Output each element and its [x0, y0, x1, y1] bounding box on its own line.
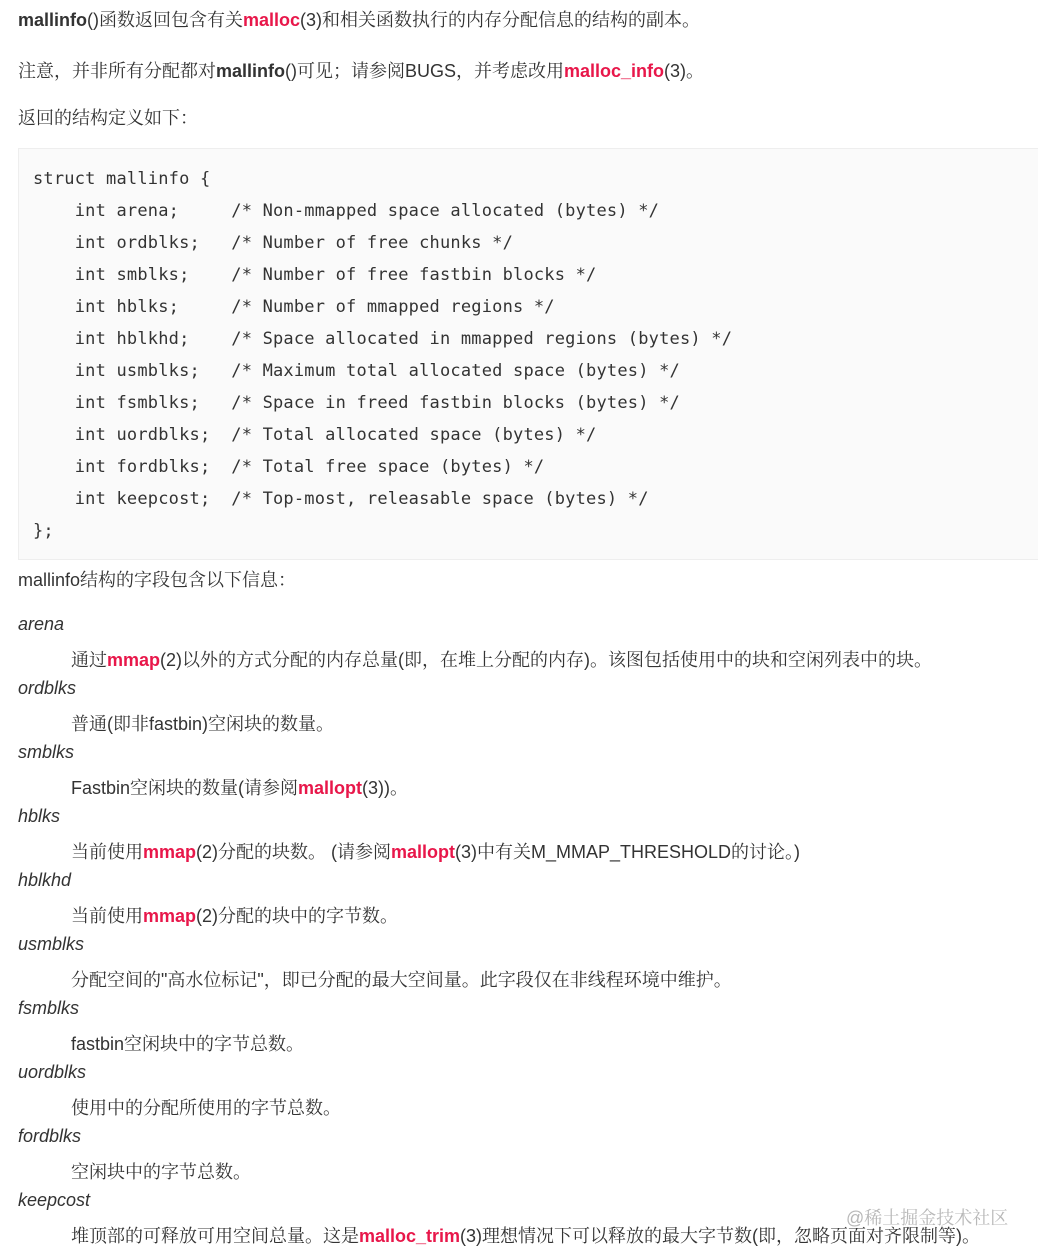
fields-intro: mallinfo结构的字段包含以下信息：	[18, 570, 297, 590]
desc-smblks: Fastbin空闲块的数量(请参阅mallopt(3))。	[71, 778, 409, 798]
intro-paragraph-2: 注意，并非所有分配都对mallinfo()可见；请参阅BUGS，并考虑改用malloc_info(3)。	[18, 61, 705, 81]
code-line: int hblkhd; /* Space allocated in mmapped regions (bytes) */	[33, 329, 733, 349]
malloc-link[interactable]: malloc	[243, 10, 301, 30]
watermark: @稀土掘金技术社区	[846, 1208, 1009, 1228]
desc-keepcost: 堆顶部的可释放可用空间总量。这是malloc_trim(3)理想情况下可以释放的最大字节数(即，忽略页面对齐限制等)。	[71, 1226, 981, 1246]
desc-hblkhd: 当前使用mmap(2)分配的块中的字节数。	[71, 906, 399, 926]
function-name: mallinfo	[216, 61, 286, 81]
term-fordblks: fordblks	[18, 1126, 82, 1146]
code-line: int usmblks; /* Maximum total allocated space (bytes) */	[33, 361, 680, 381]
term-fsmblks: fsmblks	[18, 998, 80, 1018]
term-arena: arena	[18, 614, 65, 634]
function-name: mallinfo	[18, 10, 88, 30]
desc-uordblks: 使用中的分配所使用的字节总数。	[71, 1098, 341, 1118]
code-line: int fordblks; /* Total free space (bytes) */	[33, 457, 545, 477]
intro-paragraph-1: mallinfo()函数返回包含有关malloc(3)和相关函数执行的内存分配信息的结构的副本。	[18, 10, 701, 30]
intro-paragraph-3: 返回的结构定义如下：	[18, 108, 198, 128]
malloc-trim-link[interactable]: malloc_trim	[359, 1226, 461, 1246]
code-line: int keepcost; /* Top-most, releasable space (bytes) */	[33, 489, 649, 509]
code-line: int fsmblks; /* Space in freed fastbin blocks (bytes) */	[33, 393, 680, 413]
malloc-info-link[interactable]: malloc_info	[564, 61, 665, 81]
mmap-link[interactable]: mmap	[143, 906, 197, 926]
code-line: };	[33, 521, 54, 541]
desc-usmblks: 分配空间的"高水位标记"，即已分配的最大空间量。此字段仅在非线程环境中维护。	[71, 970, 732, 990]
mmap-link[interactable]: mmap	[143, 842, 197, 862]
code-line: int arena; /* Non-mmapped space allocated (bytes) */	[33, 201, 660, 221]
term-smblks: smblks	[18, 742, 75, 762]
mallopt-link[interactable]: mallopt	[298, 778, 363, 798]
term-hblks: hblks	[18, 806, 61, 826]
desc-arena: 通过mmap(2)以外的方式分配的内存总量(即，在堆上分配的内存)。该图包括使用中的块和空闲列表中的块。	[71, 650, 932, 670]
code-line: int uordblks; /* Total allocated space (bytes) */	[33, 425, 597, 445]
term-hblkhd: hblkhd	[18, 870, 72, 890]
code-line: int hblks; /* Number of mmapped regions */	[33, 297, 555, 317]
mallopt-link[interactable]: mallopt	[391, 842, 456, 862]
desc-fsmblks: fastbin空闲块中的字节总数。	[71, 1034, 305, 1054]
code-line: int ordblks; /* Number of free chunks */	[33, 233, 514, 253]
desc-ordblks: 普通(即非fastbin)空闲块的数量。	[71, 714, 335, 734]
code-line: int smblks; /* Number of free fastbin blocks */	[33, 265, 597, 285]
desc-hblks: 当前使用mmap(2)分配的块数。 (请参阅mallopt(3)中有关M_MMAP_THRESHOLD的讨论。)	[71, 842, 801, 862]
mmap-link[interactable]: mmap	[107, 650, 161, 670]
desc-fordblks: 空闲块中的字节总数。	[71, 1162, 251, 1182]
term-keepcost: keepcost	[18, 1190, 91, 1210]
term-usmblks: usmblks	[18, 934, 85, 954]
term-uordblks: uordblks	[18, 1062, 87, 1082]
code-block	[18, 148, 1038, 560]
term-ordblks: ordblks	[18, 678, 77, 698]
code-line: struct mallinfo {	[33, 169, 211, 189]
